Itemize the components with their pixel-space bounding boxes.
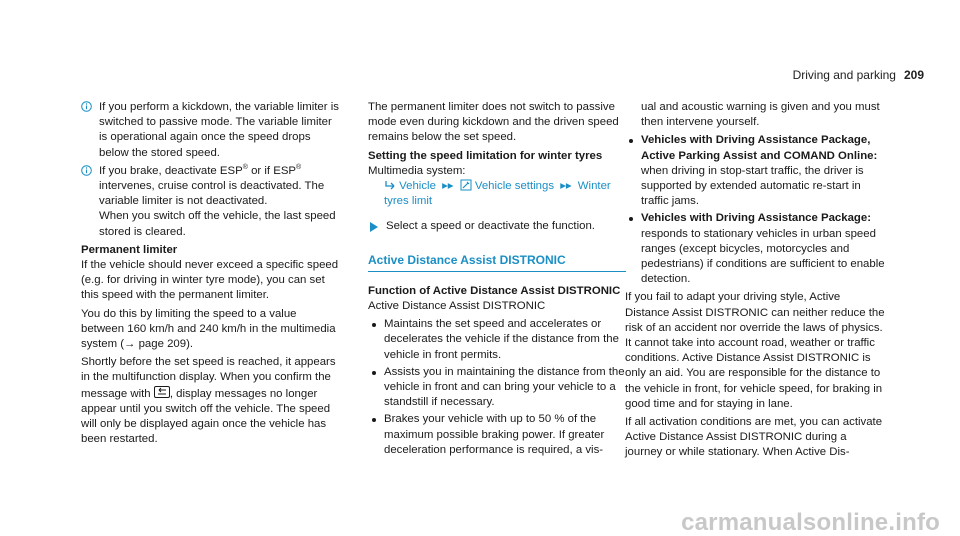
function-heading: Function of Active Distance Assist DISTRONIC — [368, 284, 621, 297]
menu-path — [384, 179, 626, 209]
page-header — [793, 68, 924, 83]
list-item: Vehicles with Driving Assistance Package: responds to stationary vehicles in urban speed ranges (except bicycles, motorcycles and pedestrians) if conditions are sufficient to enable detection. — [625, 211, 885, 287]
section-title: Driving and parking — [792, 68, 896, 82]
instruction-step: Select a speed or deactivate the function. — [368, 219, 626, 234]
column-3 — [625, 100, 885, 464]
list-item: Maintains the set speed and accelerates or decelerates the vehicle if the distance from the vehicle in front permits. — [368, 317, 626, 363]
info-icon — [81, 101, 92, 112]
paragraph: ual and acoustic warning is given and you must then intervene yourself. — [641, 101, 880, 129]
feature-list — [625, 133, 885, 287]
info-icon — [81, 165, 92, 176]
note-text-2: When you switch off the vehicle, the last speed stored is cleared. — [99, 210, 336, 238]
permanent-limiter-heading: Permanent limiter — [81, 243, 178, 256]
function-list — [368, 317, 626, 458]
paragraph: If you fail to adapt your driving style, Active Distance Assist DISTRONIC can neither reduce the risk of an accident nor override the laws of physics. It cannot take into account road, weather or traffic conditions. Active Distance Assist DISTRONIC is only an aid. You are responsible for the distance to the vehicle in front, for vehicle speed, for braking in good time and for staying in lane. — [625, 291, 885, 410]
path-vehicle-settings: Vehicle settings — [474, 180, 555, 193]
double-chevron-icon: ▸▸ — [560, 180, 572, 193]
note-text: If you brake, deactivate ESP® or if ESP® intervenes, cruise control is deactivated. The variable limiter is not deactivated. — [99, 164, 325, 208]
settings-icon — [460, 180, 472, 192]
path-vehicle: Vehicle — [399, 180, 436, 193]
column-2 — [368, 100, 626, 461]
paragraph: If the vehicle should never exceed a specific speed (e.g. for driving in winter tyre mode), you can set this speed with the permanent limiter. — [81, 259, 339, 302]
paragraph: If all activation conditions are met, you can activate Active Distance Assist DISTRONIC during a journey or while stationary. When Active Dis- — [625, 416, 883, 459]
step-arrow-icon — [370, 222, 378, 232]
column-1 — [81, 100, 339, 450]
paragraph: The permanent limiter does not switch to passive mode even during kickdown and the driven speed remains below the set speed. — [368, 101, 619, 144]
section-heading: Active Distance Assist DISTRONIC — [368, 253, 626, 272]
winter-tyres-heading: Setting the speed limitation for winter tyres — [368, 149, 603, 162]
watermark: carmanualsonline.info — [681, 508, 940, 536]
multimedia-label: Multimedia system: — [368, 164, 466, 177]
paragraph: Active Distance Assist DISTRONIC — [368, 300, 546, 313]
return-arrow-icon — [384, 180, 396, 192]
note-kickdown — [81, 100, 339, 161]
note-text: If you perform a kickdown, the variable limiter is switched to passive mode. The variable limiter is operational again once the speed drops below the stored speed. — [99, 101, 339, 159]
paragraph: You do this by limiting the speed to a value between 160 km/h and 240 km/h in the multimedia system (→ page 209). — [81, 307, 336, 351]
note-brake — [81, 164, 339, 240]
double-chevron-icon: ▸▸ — [442, 180, 454, 193]
path-winter-tyres-limit: Winter tyres limit — [384, 180, 611, 208]
page-number: 209 — [903, 68, 924, 82]
list-item: Brakes your vehicle with up to 50 % of the maximum possible braking power. If greater deceleration performance is required, a vis- — [368, 412, 626, 458]
paragraph: Shortly before the set speed is reached, it appears in the multifunction display. When you confirm the message with , display messages no longer appear until you switch off the vehicle. The speed will only be displayed again once the vehicle has been restarted. — [81, 356, 336, 446]
list-item: Vehicles with Driving Assistance Package, Active Parking Assist and COMAND Online: when driving in stop-start traffic, the driver is supported by extended automatic re-start in traffic jams. — [625, 133, 885, 209]
back-button-icon — [154, 386, 170, 398]
list-item: Assists you in maintaining the distance from the vehicle in front and can bring your vehicle to a standstill if necessary. — [368, 365, 626, 411]
